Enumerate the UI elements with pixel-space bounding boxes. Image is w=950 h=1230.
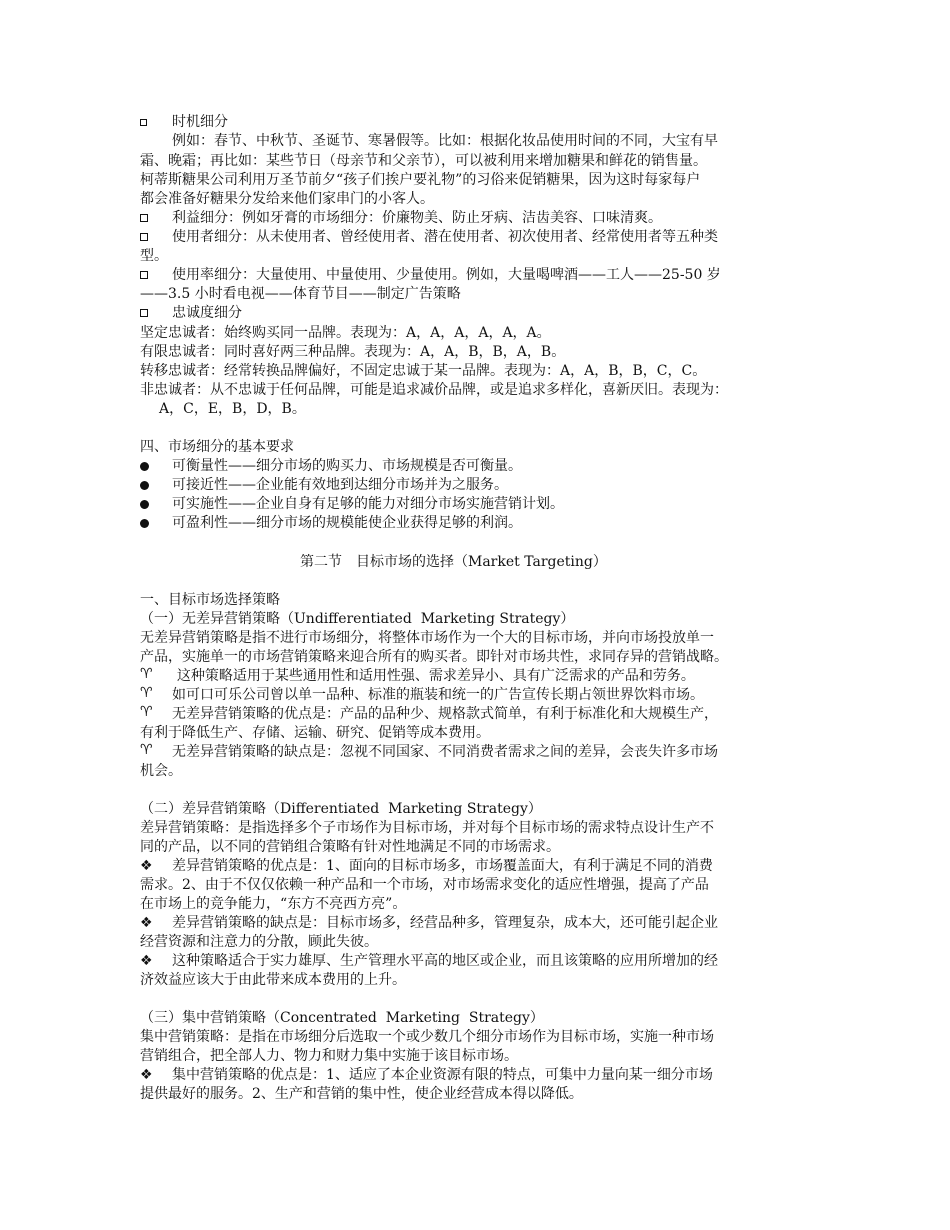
undiff-advantage-1: 无差异营销策略的优点是：产品的品种少、规格款式简单，有利于标准化和大规模生产， xyxy=(172,706,718,722)
loyal-shifting: 转移忠诚者：经常转换品牌偏好，不固定忠诚于某一品牌。表现为：A，A，B，B，C，C。 xyxy=(140,363,707,379)
four-diamond-icon: ❖ xyxy=(140,915,153,931)
loyal-hard-core: 坚定忠诚者：始终购买同一品牌。表现为：A，A，A，A，A，A。 xyxy=(140,325,551,341)
checkbox-square-icon xyxy=(140,119,147,126)
conc-title: （三）集中营销策略（Concentrated Marketing Strategy） xyxy=(140,1010,544,1026)
loyalty-title: 忠诚度细分 xyxy=(172,305,242,321)
bullet-dot-icon xyxy=(140,519,149,528)
diff-definition-2: 同的产品，以不同的营销组合策略有针对性地满足不同的市场需求。 xyxy=(140,839,560,855)
undiff-disadvantage-1: 无差异营销策略的缺点是：忽视不同国家、不同消费者需求之间的差异，会丧失许多市场 xyxy=(172,744,718,760)
timing-title: 时机细分 xyxy=(172,114,228,130)
undiff-definition-1: 无差异营销策略是指不进行市场细分，将整体市场作为一个大的目标市场，并向市场投放单一 xyxy=(140,630,714,646)
benefit-segmentation: 利益细分：例如牙膏的市场细分：价廉物美、防止牙病、洁齿美容、口味清爽。 xyxy=(172,210,662,226)
checkbox-square-icon xyxy=(140,214,148,222)
usage-rate-2: ——3.5 小时看电视——体育节目——制定广告策略 xyxy=(140,286,461,302)
undiff-advantage-2: 有利于降低生产、存储、运输、研究、促销等成本费用。 xyxy=(140,725,490,741)
user-segmentation-2: 型。 xyxy=(140,248,168,264)
requirement-item: 可衡量性——细分市场的购买力、市场规模是否可衡量。 xyxy=(172,458,522,474)
four-diamond-icon: ❖ xyxy=(140,953,153,969)
bullet-dot-icon xyxy=(140,462,149,471)
usage-rate-1: 使用率细分：大量使用、中量使用、少量使用。例如，大量喝啤酒——工人——25-50 岁 xyxy=(172,267,721,283)
aries-symbol-icon: ♈ xyxy=(140,685,153,701)
aries-symbol-icon: ♈ xyxy=(140,704,153,720)
diff-suitability-1: 这种策略适合于实力雄厚、生产管理水平高的地区或企业，而且该策略的应用所增加的经 xyxy=(172,953,718,969)
four-diamond-icon: ❖ xyxy=(140,858,153,874)
timing-text-4: 都会准备好糖果分发给来他们家串门的小客人。 xyxy=(140,191,434,207)
bullet-dot-icon xyxy=(140,500,149,509)
diff-disadvantage-2: 经营资源和注意力的分散，顾此失彼。 xyxy=(140,934,378,950)
requirements-heading: 四、市场细分的基本要求 xyxy=(140,439,294,455)
timing-text-1: 例如：春节、中秋节、圣诞节、寒暑假等。比如：根据化妆品使用时间的不同，大宝有早 xyxy=(172,133,718,149)
requirement-item: 可盈利性——细分市场的规模能使企业获得足够的利润。 xyxy=(172,515,522,531)
bullet-dot-icon xyxy=(140,481,149,490)
diff-advantage-3: 在市场上的竞争能力，“东方不亮西方亮”。 xyxy=(140,896,407,912)
diff-definition-1: 差异营销策略：是指选择多个子市场作为目标市场，并对每个目标市场的需求特点设计生产不 xyxy=(140,820,714,836)
conc-advantage-1: 集中营销策略的优点是：1、适应了本企业资源有限的特点，可集中力量向某一细分市场 xyxy=(172,1067,713,1083)
checkbox-square-icon xyxy=(140,271,148,279)
undiff-definition-2: 产品，实施单一的市场营销策略来迎合所有的购买者。即针对市场共性，求同存异的营销战略。 xyxy=(140,649,728,665)
loyal-switcher-pattern: A，C，E，B，D，B。 xyxy=(159,401,306,417)
diff-advantage-2: 需求。2、由于不仅仅依赖一种产品和一个市场，对市场需求变化的适应性增强，提高了产品 xyxy=(140,877,709,893)
strategy-heading: 一、目标市场选择策略 xyxy=(140,592,280,608)
undiff-point-1: 这种策略适用于某些通用性和适用性强、需求差异小、具有广泛需求的产品和劳务。 xyxy=(168,668,695,684)
checkbox-square-icon xyxy=(140,309,148,317)
timing-text-2: 霜、晚霜；再比如：某些节日（母亲节和父亲节），可以被利用来增加糖果和鲜花的销售量。 xyxy=(140,153,707,169)
aries-symbol-icon: ♈ xyxy=(140,742,153,758)
diff-title: （二）差异营销策略（Differentiated Marketing Strategy） xyxy=(140,801,542,817)
conc-advantage-2: 提供最好的服务。2、生产和营销的集中性，使企业经营成本得以降低。 xyxy=(140,1086,583,1102)
requirement-item: 可实施性——企业自身有足够的能力对细分市场实施营销计划。 xyxy=(172,496,564,512)
loyal-switcher: 非忠诚者：从不忠诚于任何品牌，可能是追求减价品牌，或是追求多样化，喜新厌旧。表现为： xyxy=(140,382,728,398)
undiff-disadvantage-2: 机会。 xyxy=(140,763,182,779)
aries-symbol-icon: ♈ xyxy=(140,666,153,682)
timing-text-3: 柯蒂斯糖果公司利用万圣节前夕“孩子们挨户要礼物”的习俗来促销糖果，因为这时每家每户 xyxy=(140,172,701,188)
conc-definition-2: 营销组合，把全部人力、物力和财力集中实施于该目标市场。 xyxy=(140,1048,518,1064)
conc-definition-1: 集中营销策略：是指在市场细分后选取一个或少数几个细分市场作为目标市场，实施一种市场 xyxy=(140,1029,714,1045)
diff-advantage-1: 差异营销策略的优点是：1、面向的目标市场多，市场覆盖面大，有利于满足不同的消费 xyxy=(172,858,713,874)
undiff-title: （一）无差异营销策略（Undifferentiated Marketing Strategy） xyxy=(140,611,575,627)
user-segmentation-1: 使用者细分：从未使用者、曾经使用者、潜在使用者、初次使用者、经常使用者等五种类 xyxy=(172,229,718,245)
four-diamond-icon: ❖ xyxy=(140,1067,153,1083)
section-title: 第二节 目标市场的选择（Market Targeting） xyxy=(300,554,607,570)
diff-disadvantage-1: 差异营销策略的缺点是：目标市场多，经营品种多，管理复杂，成本大，还可能引起企业 xyxy=(172,915,718,931)
loyal-limited: 有限忠诚者：同时喜好两三种品牌。表现为：A，A，B，B，A，B。 xyxy=(140,344,566,360)
requirement-item: 可接近性——企业能有效地到达细分市场并为之服务。 xyxy=(172,477,508,493)
checkbox-square-icon xyxy=(140,233,148,241)
undiff-point-2: 如可口可乐公司曾以单一品种、标准的瓶装和统一的广告宣传长期占领世界饮料市场。 xyxy=(172,687,704,703)
diff-suitability-2: 济效益应该大于由此带来成本费用的上升。 xyxy=(140,972,406,988)
